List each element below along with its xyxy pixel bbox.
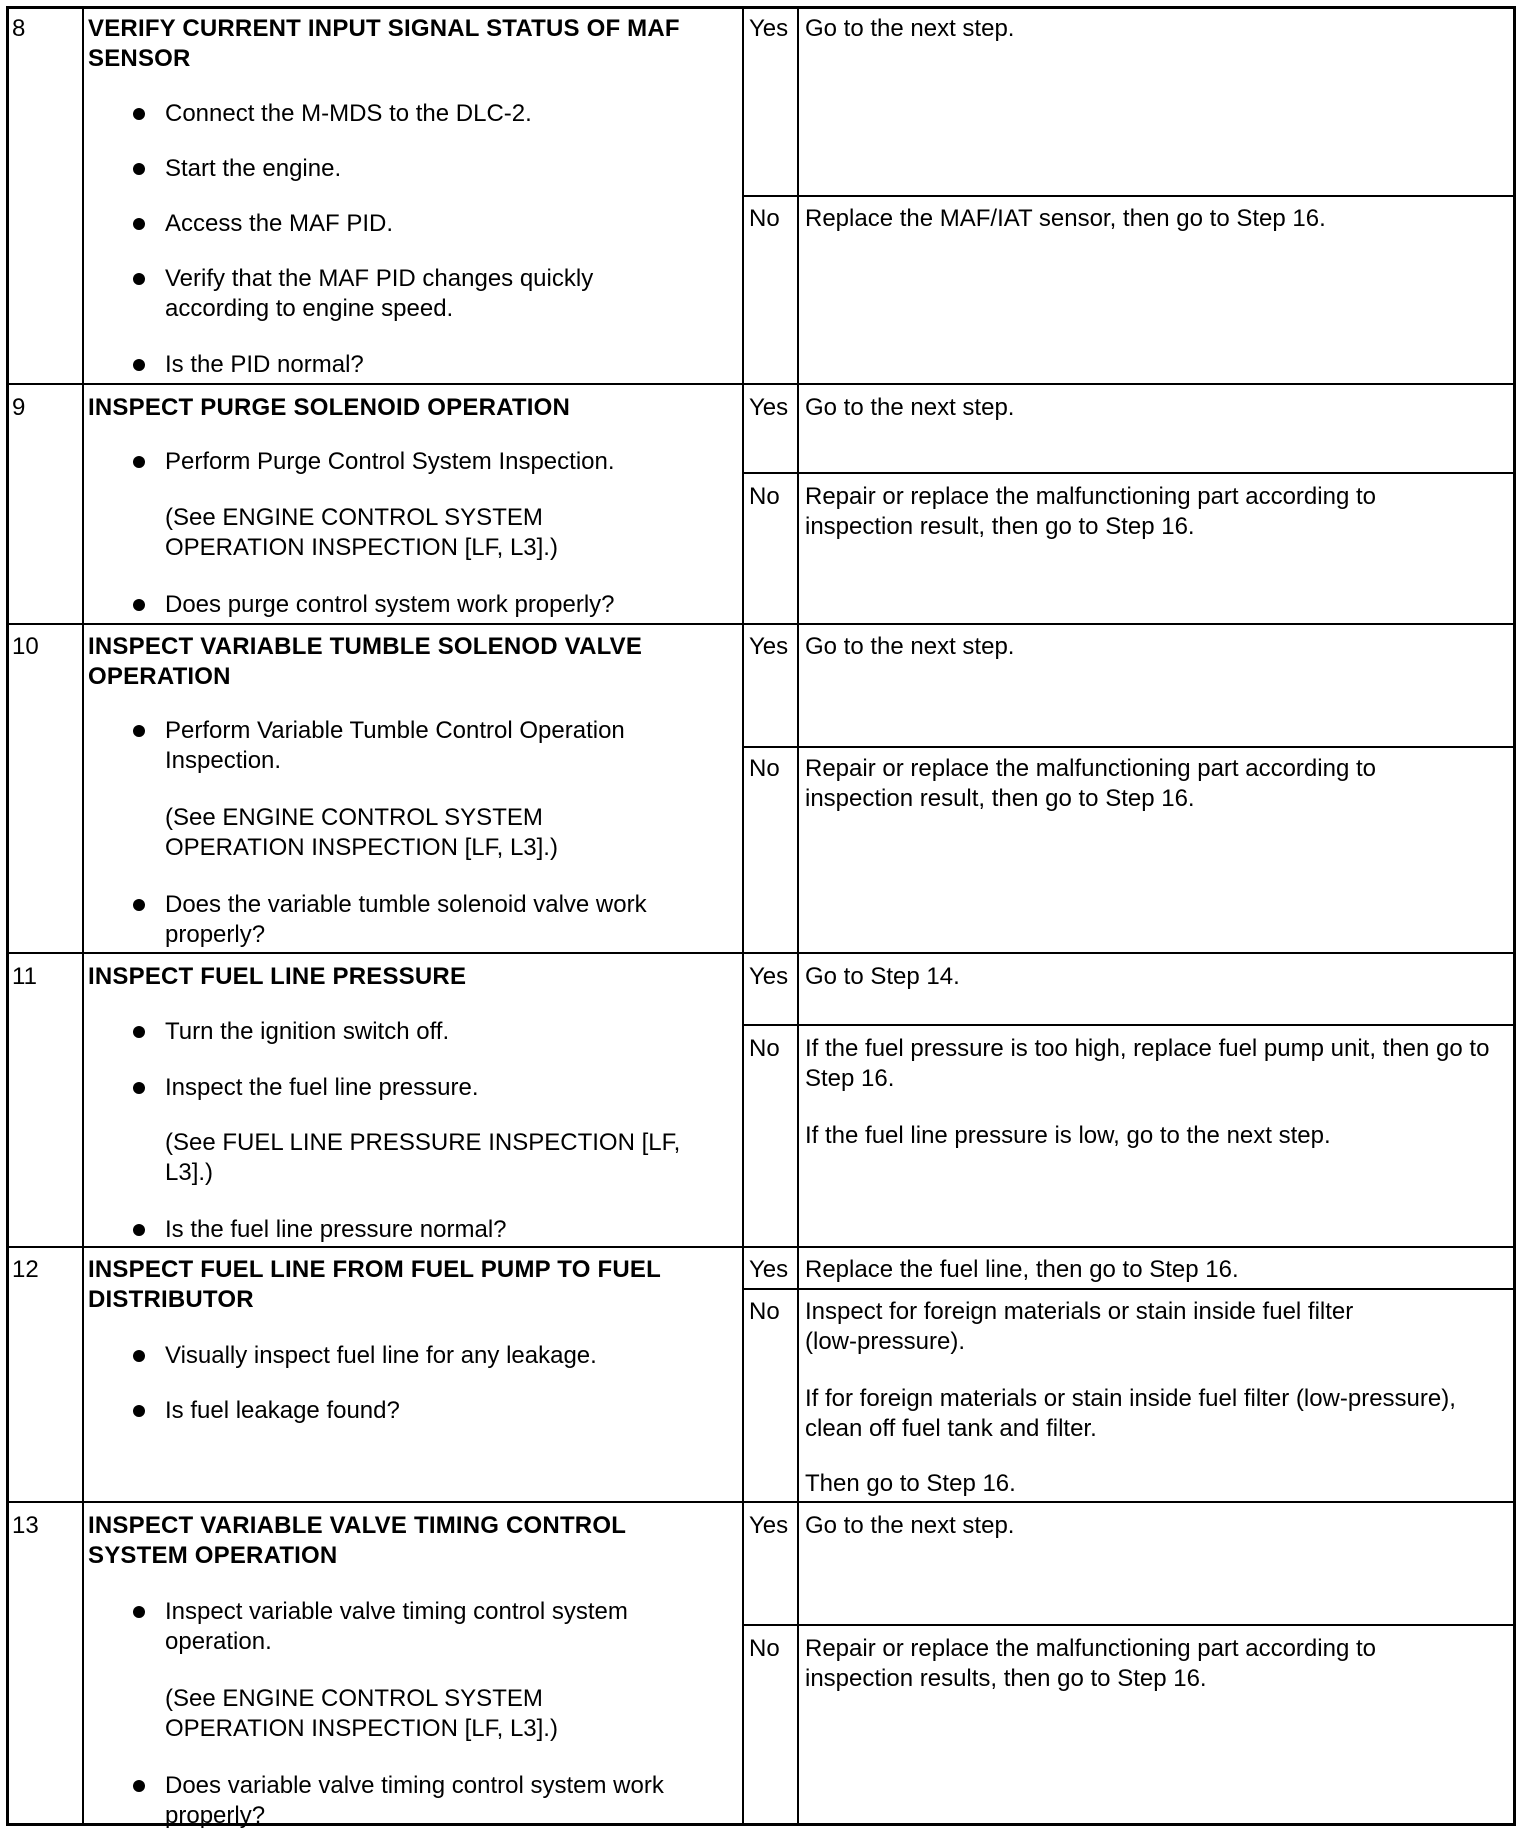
bullet-icon xyxy=(133,1405,145,1417)
yes-no-divider xyxy=(742,472,1516,474)
step-item: Is the PID normal? xyxy=(165,351,364,378)
no-label: No xyxy=(749,1635,780,1662)
bullet-icon xyxy=(133,1082,145,1094)
yes-no-divider xyxy=(742,746,1516,748)
step-number: 10 xyxy=(12,633,39,660)
bullet-icon xyxy=(133,1026,145,1038)
bullet-icon xyxy=(133,599,145,611)
bullet-icon xyxy=(133,456,145,468)
bullet-icon xyxy=(133,108,145,120)
yes-label: Yes xyxy=(749,15,789,42)
row-divider xyxy=(6,623,1516,625)
row-divider xyxy=(6,1501,1516,1503)
bullet-icon xyxy=(133,218,145,230)
step-title: INSPECT FUEL LINE FROM FUEL PUMP TO FUEL DISTRIBUTOR xyxy=(88,1256,661,1313)
step-title: INSPECT FUEL LINE PRESSURE xyxy=(88,963,467,990)
no-action: If the fuel line pressure is low, go to the next step. xyxy=(805,1122,1331,1149)
step-item: Connect the M-MDS to the DLC-2. xyxy=(165,100,532,127)
no-label: No xyxy=(749,1298,780,1325)
step-title: INSPECT PURGE SOLENOID OPERATION xyxy=(88,394,571,421)
step-item: Turn the ignition switch off. xyxy=(165,1018,450,1045)
yes-action: Go to the next step. xyxy=(805,394,1015,421)
step-item: Visually inspect fuel line for any leakage. xyxy=(165,1342,597,1369)
no-action: Then go to Step 16. xyxy=(805,1470,1016,1497)
no-label: No xyxy=(749,205,780,232)
yes-no-divider xyxy=(742,1288,1516,1290)
see-reference: (See FUEL LINE PRESSURE INSPECTION [LF, L3].) xyxy=(165,1129,681,1186)
no-action: Repair or replace the malfunctioning part according to inspection result, then go to Step 16. xyxy=(805,483,1376,540)
bullet-icon xyxy=(133,725,145,737)
bullet-icon xyxy=(133,359,145,371)
see-reference: (See ENGINE CONTROL SYSTEM OPERATION INSPECTION [LF, L3].) xyxy=(165,504,558,561)
step-item: Inspect variable valve timing control system operation. xyxy=(165,1598,628,1655)
step-item: Verify that the MAF PID changes quickly according to engine speed. xyxy=(165,265,594,322)
bullet-icon xyxy=(133,1606,145,1618)
yes-label: Yes xyxy=(749,1512,789,1539)
yes-no-divider xyxy=(742,1024,1516,1026)
bullet-icon xyxy=(133,273,145,285)
bullet-icon xyxy=(133,1224,145,1236)
step-item: Perform Purge Control System Inspection. xyxy=(165,448,615,475)
no-action: Repair or replace the malfunctioning part according to inspection results, then go to Step 16. xyxy=(805,1635,1376,1692)
step-title: INSPECT VARIABLE TUMBLE SOLENOD VALVE OPERATION xyxy=(88,633,643,690)
row-divider xyxy=(6,1246,1516,1248)
bullet-icon xyxy=(133,163,145,175)
step-item: Is the fuel line pressure normal? xyxy=(165,1216,507,1243)
no-action: If the fuel pressure is too high, replace fuel pump unit, then go to Step 16. xyxy=(805,1035,1490,1092)
bullet-icon xyxy=(133,899,145,911)
step-number: 13 xyxy=(12,1512,39,1539)
step-item: Inspect the fuel line pressure. xyxy=(165,1074,479,1101)
no-action: Replace the MAF/IAT sensor, then go to Step 16. xyxy=(805,205,1326,232)
yes-no-divider xyxy=(742,195,1516,197)
no-label: No xyxy=(749,755,780,782)
yes-label: Yes xyxy=(749,633,789,660)
step-title: INSPECT VARIABLE VALVE TIMING CONTROL SYSTEM OPERATION xyxy=(88,1512,626,1569)
bullet-icon xyxy=(133,1780,145,1792)
column-divider xyxy=(742,6,744,1826)
step-item: Does variable valve timing control system work properly? xyxy=(165,1772,664,1829)
step-title: VERIFY CURRENT INPUT SIGNAL STATUS OF MAF SENSOR xyxy=(88,15,680,72)
step-item: Does purge control system work properly? xyxy=(165,591,615,618)
step-item: Is fuel leakage found? xyxy=(165,1397,400,1424)
row-divider xyxy=(6,952,1516,954)
row-divider xyxy=(6,383,1516,385)
yes-label: Yes xyxy=(749,1256,789,1283)
see-reference: (See ENGINE CONTROL SYSTEM OPERATION INSPECTION [LF, L3].) xyxy=(165,804,558,861)
bullet-icon xyxy=(133,1350,145,1362)
yes-label: Yes xyxy=(749,963,789,990)
yes-action: Go to the next step. xyxy=(805,1512,1015,1539)
yes-action: Go to Step 14. xyxy=(805,963,960,990)
yes-action: Go to the next step. xyxy=(805,15,1015,42)
column-divider xyxy=(82,6,84,1826)
no-label: No xyxy=(749,483,780,510)
step-number: 8 xyxy=(12,15,26,42)
yes-action: Replace the fuel line, then go to Step 16. xyxy=(805,1256,1239,1283)
step-item: Access the MAF PID. xyxy=(165,210,394,237)
step-item: Perform Variable Tumble Control Operation Inspection. xyxy=(165,717,625,774)
column-divider xyxy=(797,6,799,1826)
see-reference: (See ENGINE CONTROL SYSTEM OPERATION INSPECTION [LF, L3].) xyxy=(165,1685,558,1742)
step-number: 12 xyxy=(12,1256,39,1283)
no-label: No xyxy=(749,1035,780,1062)
no-action: If for foreign materials or stain inside fuel filter (low-pressure), clean off fuel tank and filter. xyxy=(805,1385,1456,1442)
step-number: 11 xyxy=(12,963,37,990)
yes-no-divider xyxy=(742,1624,1516,1626)
step-item: Start the engine. xyxy=(165,155,342,182)
yes-label: Yes xyxy=(749,394,789,421)
no-action: Repair or replace the malfunctioning part according to inspection result, then go to Step 16. xyxy=(805,755,1376,812)
step-item: Does the variable tumble solenoid valve work properly? xyxy=(165,891,647,948)
no-action: Inspect for foreign materials or stain inside fuel filter (low-pressure). xyxy=(805,1298,1354,1355)
yes-action: Go to the next step. xyxy=(805,633,1015,660)
step-number: 9 xyxy=(12,394,26,421)
